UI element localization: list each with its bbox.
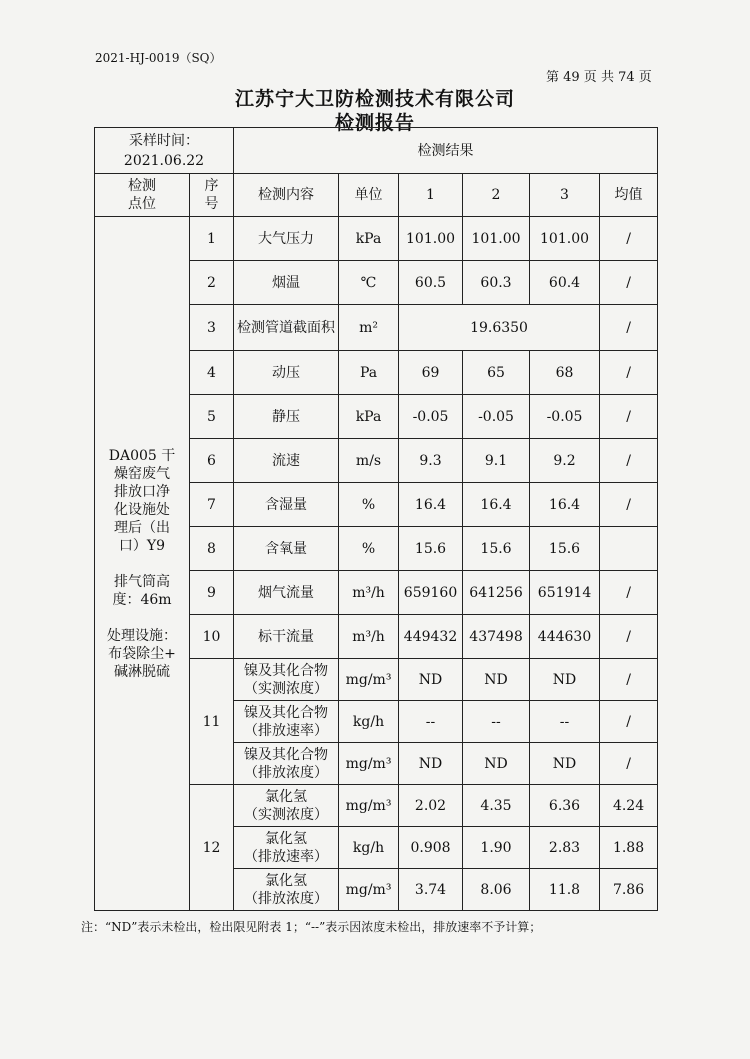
sample-time-cell bbox=[95, 128, 234, 174]
run-1-value: 2.02 bbox=[399, 785, 463, 827]
seq-cell: 4 bbox=[190, 351, 234, 395]
avg-value: / bbox=[600, 261, 658, 305]
run-3-value: 2.83 bbox=[530, 827, 600, 869]
seq-cell: 7 bbox=[190, 483, 234, 527]
document-id: 2021-HJ-0019（SQ） bbox=[95, 51, 222, 65]
col-run-3: 3 bbox=[530, 174, 600, 217]
unit-cell: % bbox=[339, 483, 399, 527]
col-item: 检测内容 bbox=[234, 174, 339, 217]
run-3-value: 16.4 bbox=[530, 483, 600, 527]
run-2-value: 9.1 bbox=[463, 439, 530, 483]
seq-cell: 3 bbox=[190, 305, 234, 351]
run-3-value: 651914 bbox=[530, 571, 600, 615]
run-1-value: 3.74 bbox=[399, 869, 463, 911]
seq-cell: 5 bbox=[190, 395, 234, 439]
run-3-value: ND bbox=[530, 743, 600, 785]
unit-cell: mg/m³ bbox=[339, 743, 399, 785]
avg-value bbox=[600, 527, 658, 571]
run-2-value: 15.6 bbox=[463, 527, 530, 571]
run-1-value: 101.00 bbox=[399, 217, 463, 261]
sample-date: 2021.06.22 bbox=[123, 152, 205, 169]
avg-value: / bbox=[600, 483, 658, 527]
item-cell: 氯化氢 （排放速率） bbox=[234, 827, 339, 869]
seq-cell: 12 bbox=[190, 785, 234, 911]
run-1-value: -- bbox=[399, 701, 463, 743]
run-2-value: ND bbox=[463, 743, 530, 785]
unit-cell: mg/m³ bbox=[339, 659, 399, 701]
avg-value: / bbox=[600, 615, 658, 659]
run-2-value: 1.90 bbox=[463, 827, 530, 869]
run-3-value: 15.6 bbox=[530, 527, 600, 571]
col-avg: 均值 bbox=[600, 174, 658, 217]
seq-cell: 8 bbox=[190, 527, 234, 571]
col-run-2: 2 bbox=[463, 174, 530, 217]
unit-cell: Pa bbox=[339, 351, 399, 395]
avg-value: / bbox=[600, 395, 658, 439]
unit-cell: kg/h bbox=[339, 827, 399, 869]
location-cell: DA005 干 燥窑废气 排放口净 化设施处 理后（出 口）Y9 排气筒高 度：46m 处理设施： 布袋除尘+ 碱淋脱硫 bbox=[95, 217, 190, 911]
run-1-value: ND bbox=[399, 659, 463, 701]
item-cell: 含氧量 bbox=[234, 527, 339, 571]
item-cell: 氯化氢 （实测浓度） bbox=[234, 785, 339, 827]
run-2-value: 641256 bbox=[463, 571, 530, 615]
unit-cell: m² bbox=[339, 305, 399, 351]
run-2-value: 8.06 bbox=[463, 869, 530, 911]
run-2-value: 60.3 bbox=[463, 261, 530, 305]
run-3-value: 11.8 bbox=[530, 869, 600, 911]
unit-cell: mg/m³ bbox=[339, 869, 399, 911]
item-cell: 含湿量 bbox=[234, 483, 339, 527]
run-1-value: 60.5 bbox=[399, 261, 463, 305]
table-row bbox=[95, 217, 658, 261]
item-cell: 烟温 bbox=[234, 261, 339, 305]
run-3-value: -- bbox=[530, 701, 600, 743]
avg-value: 4.24 bbox=[600, 785, 658, 827]
sample-time-label: 采样时间： bbox=[129, 132, 199, 149]
run-1-value: 16.4 bbox=[399, 483, 463, 527]
item-cell: 镍及其化合物 （实测浓度） bbox=[234, 659, 339, 701]
seq-cell: 9 bbox=[190, 571, 234, 615]
seq-cell: 11 bbox=[190, 659, 234, 785]
avg-value: 7.86 bbox=[600, 869, 658, 911]
seq-cell: 10 bbox=[190, 615, 234, 659]
item-cell: 标干流量 bbox=[234, 615, 339, 659]
unit-cell: mg/m³ bbox=[339, 785, 399, 827]
run-2-value: 16.4 bbox=[463, 483, 530, 527]
run-3-value: 9.2 bbox=[530, 439, 600, 483]
run-1-value: 15.6 bbox=[399, 527, 463, 571]
item-cell: 流速 bbox=[234, 439, 339, 483]
run-1-value: -0.05 bbox=[399, 395, 463, 439]
run-2-value: ND bbox=[463, 659, 530, 701]
run-2-value: 4.35 bbox=[463, 785, 530, 827]
run-3-value: ND bbox=[530, 659, 600, 701]
run-2-value: 101.00 bbox=[463, 217, 530, 261]
run-2-value: 437498 bbox=[463, 615, 530, 659]
avg-value: 1.88 bbox=[600, 827, 658, 869]
run-2-value: 65 bbox=[463, 351, 530, 395]
run-3-value: 60.4 bbox=[530, 261, 600, 305]
seq-cell: 6 bbox=[190, 439, 234, 483]
seq-cell: 2 bbox=[190, 261, 234, 305]
run-3-value: -0.05 bbox=[530, 395, 600, 439]
avg-value: / bbox=[600, 217, 658, 261]
item-cell: 镍及其化合物 （排放速率） bbox=[234, 701, 339, 743]
run-2-value: -- bbox=[463, 701, 530, 743]
avg-value: / bbox=[600, 571, 658, 615]
item-cell: 氯化氢 （排放浓度） bbox=[234, 869, 339, 911]
col-location: 检测 点位 bbox=[95, 174, 190, 217]
run-1-value: 0.908 bbox=[399, 827, 463, 869]
run-1-value: 69 bbox=[399, 351, 463, 395]
run-1-value: 449432 bbox=[399, 615, 463, 659]
unit-cell: kg/h bbox=[339, 701, 399, 743]
item-cell: 静压 bbox=[234, 395, 339, 439]
col-seq: 序 号 bbox=[190, 174, 234, 217]
header-row-2 bbox=[95, 174, 658, 217]
run-3-value: 101.00 bbox=[530, 217, 600, 261]
col-unit: 单位 bbox=[339, 174, 399, 217]
unit-cell: m³/h bbox=[339, 615, 399, 659]
unit-cell: m/s bbox=[339, 439, 399, 483]
item-cell: 镍及其化合物 （排放浓度） bbox=[234, 743, 339, 785]
run-3-value: 444630 bbox=[530, 615, 600, 659]
run-2-value: -0.05 bbox=[463, 395, 530, 439]
item-cell: 动压 bbox=[234, 351, 339, 395]
unit-cell: kPa bbox=[339, 217, 399, 261]
run-1-value: ND bbox=[399, 743, 463, 785]
avg-value: / bbox=[600, 701, 658, 743]
item-cell: 检测管道截面积 bbox=[234, 305, 339, 351]
merged-value-cell: 19.6350 bbox=[399, 305, 600, 351]
footnote: 注：“ND”表示未检出，检出限见附表 1；“--”表示因浓度未检出，排放速率不予计算； bbox=[81, 920, 542, 934]
report-title: 检测报告 bbox=[334, 112, 415, 134]
unit-cell: kPa bbox=[339, 395, 399, 439]
page-number: 第 49 页 共 74 页 bbox=[546, 70, 652, 85]
avg-value: / bbox=[600, 439, 658, 483]
seq-cell: 1 bbox=[190, 217, 234, 261]
run-3-value: 6.36 bbox=[530, 785, 600, 827]
report-table bbox=[94, 127, 658, 911]
avg-value: / bbox=[600, 351, 658, 395]
col-run-1: 1 bbox=[399, 174, 463, 217]
unit-cell: m³/h bbox=[339, 571, 399, 615]
company-name: 江苏宁大卫防检测技术有限公司 bbox=[234, 88, 515, 110]
avg-value: / bbox=[600, 743, 658, 785]
header-row-1 bbox=[95, 128, 658, 174]
unit-cell: ℃ bbox=[339, 261, 399, 305]
avg-value: / bbox=[600, 659, 658, 701]
item-cell: 烟气流量 bbox=[234, 571, 339, 615]
item-cell: 大气压力 bbox=[234, 217, 339, 261]
run-3-value: 68 bbox=[530, 351, 600, 395]
result-header: 检测结果 bbox=[234, 128, 658, 174]
run-1-value: 659160 bbox=[399, 571, 463, 615]
avg-value: / bbox=[600, 305, 658, 351]
run-1-value: 9.3 bbox=[399, 439, 463, 483]
unit-cell: % bbox=[339, 527, 399, 571]
